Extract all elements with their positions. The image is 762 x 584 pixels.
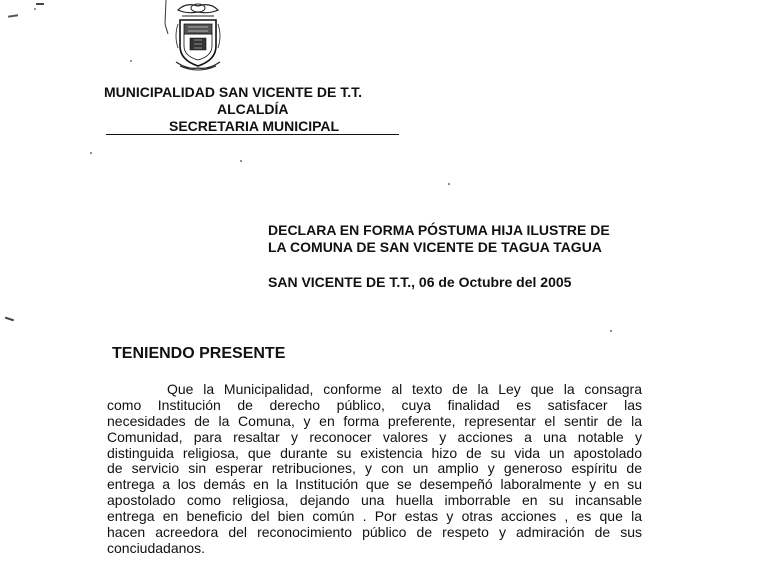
letterhead-underline [106,134,399,135]
declaration-line: LA COMUNA DE SAN VICENTE DE TAGUA TAGUA [268,239,602,255]
paragraph-line: hacen acreedora del reconocimiento público de respeto y admiración de sus [107,524,642,541]
paragraph-line: necesidades de la Comuna, y en forma preferente, representar el sentir de la [107,412,642,429]
declaration-title [268,222,658,256]
paragraph-line: distinguida religiosa, que durante su existencia hizo de su vida un apostolado [107,444,642,461]
paragraph-line: de servicio sin esperar retribuciones, y con un amplio y generoso espíritu de [107,460,642,477]
office-name: ALCALDÍA [217,101,289,117]
paragraph-line: Comunidad, para resaltar y reconocer valores y acciones a una notable y [107,428,642,445]
department-name: SECRETARIA MUNICIPAL [169,118,340,134]
paragraph-line: entrega en beneficio del bien común . Por estas y otras acciones , es que la [107,508,642,525]
paragraph-line: apostolado como religiosa, dejando una huella imborrable en su incansable [107,492,642,509]
paragraph-line: conciudadanos. [107,539,206,556]
municipality-name: MUNICIPALIDAD SAN VICENTE DE T.T. [104,84,362,100]
municipal-crest-emblem [158,0,238,76]
paragraph-line: como Institución de derecho público, cuya finalidad es satisfacer las [107,396,642,413]
paragraph-line: Que la Municipalidad, conforme al texto de la Ley que la consagra [167,381,642,397]
body-paragraph [107,382,642,557]
section-heading: TENIENDO PRESENTE [112,345,286,362]
paragraph-line: entrega a los demás en la Institución que se desempeñó laboralmente y en su [107,476,642,493]
place-and-date: SAN VICENTE DE T.T., 06 de Octubre del 2005 [268,274,572,290]
declaration-line: DECLARA EN FORMA PÓSTUMA HIJA ILUSTRE DE [268,222,610,238]
